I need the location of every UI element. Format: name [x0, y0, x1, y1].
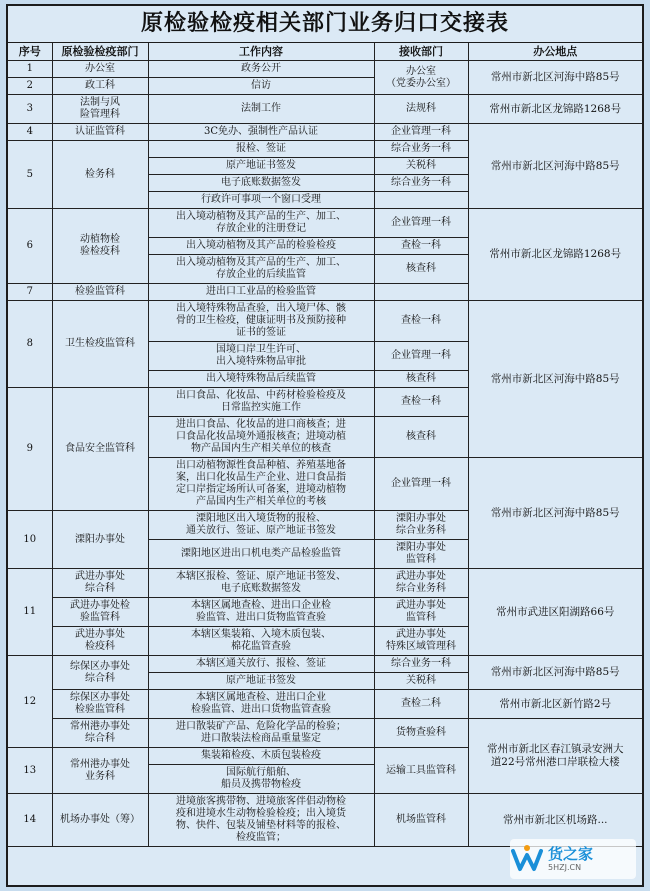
cell-recv: 企业管理一科	[374, 342, 468, 371]
table-row	[8, 569, 642, 598]
page-title: 原检验检疫相关部门业务归口交接表	[8, 6, 642, 43]
cell-work: 本辖区集装箱、入境木质包装、 棉花监管查验	[148, 627, 374, 656]
cell-recv: 查检一科	[374, 388, 468, 417]
cell-work: 出入境动植物及其产品的检验检疫	[148, 238, 374, 255]
cell-work: 行政许可事项一个窗口受理	[148, 192, 374, 209]
cell-no: 3	[8, 95, 52, 124]
header-recv: 接收部门	[374, 43, 468, 61]
table-row	[8, 719, 642, 748]
cell-work: 出入境动植物及其产品的生产、加工、 存放企业的后续监管	[148, 255, 374, 284]
cell-work: 出口食品、化妆品、中药材检验检疫及 日常监控实施工作	[148, 388, 374, 417]
cell-recv: 机场监管科	[374, 794, 468, 847]
cell-loc: 常州市新北区龙锦路1268号	[468, 209, 642, 301]
cell-no: 12	[8, 656, 52, 748]
cell-recv: 关税科	[374, 673, 468, 690]
header-loc: 办公地点	[468, 43, 642, 61]
handover-table	[8, 43, 642, 847]
cell-dept: 武进办事处检 验监管科	[52, 598, 148, 627]
cell-work: 国际航行船舶、 船员及携带物检疫	[148, 765, 374, 794]
cell-recv: 综合业务一科	[374, 175, 468, 192]
cell-no: 1	[8, 61, 52, 78]
watermark-site: 5HZJ.CN	[548, 862, 582, 872]
cell-work: 本辖区属地查检、进出口企业 检验监管、进出口货物监管查验	[148, 690, 374, 719]
cell-dept: 检验监管科	[52, 284, 148, 301]
cell-work: 溧阳地区进出口机电类产品检验监管	[148, 540, 374, 569]
cell-recv: 关税科	[374, 158, 468, 175]
cell-recv: 溧阳办事处 综合业务科	[374, 511, 468, 540]
watermark-logo-icon	[510, 842, 544, 876]
cell-work: 出口动植物源性食品种植、养殖基地备 案，出口化妆品生产企业、进口食品指 定口岸指定场所认可备案，进境动植物 产品国内生产相关单位的考核	[148, 458, 374, 511]
cell-dept: 武进办事处 综合科	[52, 569, 148, 598]
cell-no: 6	[8, 209, 52, 284]
cell-work: 出入境特殊物品查验，出入境尸体、骸 骨的卫生检疫，健康证明书及预防接种 证书的签证	[148, 301, 374, 342]
cell-loc: 常州市新北区机场路...	[468, 794, 642, 847]
table-row	[8, 61, 642, 78]
table-row	[8, 95, 642, 124]
cell-recv: 综合业务一科	[374, 656, 468, 673]
cell-loc: 常州市新北区河海中路85号	[468, 458, 642, 569]
cell-dept: 卫生检疫监管科	[52, 301, 148, 388]
table-row	[8, 209, 642, 238]
cell-recv: 溧阳办事处 监管科	[374, 540, 468, 569]
cell-recv: 核查科	[374, 255, 468, 284]
cell-dept: 认证监管科	[52, 124, 148, 141]
watermark	[510, 839, 636, 879]
cell-no: 14	[8, 794, 52, 847]
cell-no: 5	[8, 141, 52, 209]
header-row	[8, 43, 642, 61]
cell-loc: 常州市新北区河海中路85号	[468, 124, 642, 209]
header-work: 工作内容	[148, 43, 374, 61]
document-frame	[6, 4, 644, 887]
cell-dept: 溧阳办事处	[52, 511, 148, 569]
cell-dept: 动植物检 验检疫科	[52, 209, 148, 284]
cell-recv: 武进办事处 综合业务科	[374, 569, 468, 598]
cell-work: 本辖区属地查检、进出口企业检 验监管、进出口货物监管查验	[148, 598, 374, 627]
cell-recv: 武进办事处 监管科	[374, 598, 468, 627]
cell-loc: 常州市新北区新竹路2号	[468, 690, 642, 719]
cell-loc: 常州市新北区龙锦路1268号	[468, 95, 642, 124]
cell-work: 3C免办、强制性产品认证	[148, 124, 374, 141]
cell-recv: 武进办事处 特殊区域管理科	[374, 627, 468, 656]
cell-loc: 常州市新北区河海中路85号	[468, 656, 642, 690]
cell-no: 10	[8, 511, 52, 569]
cell-recv: 企业管理一科	[374, 458, 468, 511]
cell-dept: 检务科	[52, 141, 148, 209]
cell-work: 本辖区报检、签证、原产地证书签发、 电子底账数据签发	[148, 569, 374, 598]
cell-work: 集装箱检疫、木质包装检疫	[148, 748, 374, 765]
table-row	[8, 301, 642, 342]
cell-recv: 办公室 （党委办公室）	[374, 61, 468, 95]
cell-recv: 企业管理一科	[374, 124, 468, 141]
cell-no: 2	[8, 78, 52, 95]
cell-work: 信访	[148, 78, 374, 95]
cell-recv: 运输工具监管科	[374, 748, 468, 794]
cell-no: 4	[8, 124, 52, 141]
cell-dept: 武进办事处 检疫科	[52, 627, 148, 656]
cell-dept: 常州港办事处 综合科	[52, 719, 148, 748]
cell-recv: 企业管理一科	[374, 209, 468, 238]
cell-work: 出入境特殊物品后续监管	[148, 371, 374, 388]
cell-loc: 常州市武进区阳湖路66号	[468, 569, 642, 656]
cell-dept: 综保区办事处 综合科	[52, 656, 148, 690]
cell-work: 出入境动植物及其产品的生产、加工、 存放企业的注册登记	[148, 209, 374, 238]
cell-recv: 核查科	[374, 371, 468, 388]
table-row	[8, 690, 642, 719]
cell-loc: 常州市新北区河海中路85号	[468, 61, 642, 95]
table-row	[8, 124, 642, 141]
cell-work: 报检、签证	[148, 141, 374, 158]
watermark-name: 货之家	[548, 844, 594, 863]
cell-work: 国境口岸卫生许可、 出入境特殊物品审批	[148, 342, 374, 371]
header-dept: 原检验检疫部门	[52, 43, 148, 61]
cell-work: 进出口工业品的检验监管	[148, 284, 374, 301]
cell-recv: 法规科	[374, 95, 468, 124]
cell-work: 政务公开	[148, 61, 374, 78]
cell-work: 法制工作	[148, 95, 374, 124]
cell-work: 进口散装矿产品、危险化学品的检验； 进口散装法检商品重量鉴定	[148, 719, 374, 748]
cell-dept: 法制与风 险管理科	[52, 95, 148, 124]
cell-loc: 常州市新北区河海中路85号	[468, 301, 642, 458]
cell-no: 9	[8, 388, 52, 511]
cell-no: 7	[8, 284, 52, 301]
cell-recv	[374, 284, 468, 301]
cell-dept: 政工科	[52, 78, 148, 95]
cell-recv: 查检一科	[374, 301, 468, 342]
cell-work: 本辖区通关放行、报检、签证	[148, 656, 374, 673]
cell-no: 13	[8, 748, 52, 794]
cell-loc: 常州市新北区春江镇录安洲大 道22号常州港口岸联检大楼	[468, 719, 642, 794]
cell-work: 进出口食品、化妆品的进口商核查；进 口食品化妆品境外通报核查；进境动植 物产品国内生产相关单位的核查	[148, 417, 374, 458]
cell-dept: 食品安全监管科	[52, 388, 148, 511]
cell-recv	[374, 192, 468, 209]
cell-no: 11	[8, 569, 52, 656]
cell-dept: 综保区办事处 检验监管科	[52, 690, 148, 719]
header-no: 序号	[8, 43, 52, 61]
cell-recv: 核查科	[374, 417, 468, 458]
cell-dept: 常州港办事处 业务科	[52, 748, 148, 794]
cell-dept: 办公室	[52, 61, 148, 78]
cell-no: 8	[8, 301, 52, 388]
cell-work: 原产地证书签发	[148, 158, 374, 175]
cell-recv: 查检一科	[374, 238, 468, 255]
cell-work: 电子底账数据签发	[148, 175, 374, 192]
cell-work: 原产地证书签发	[148, 673, 374, 690]
cell-recv: 综合业务一科	[374, 141, 468, 158]
cell-recv: 货物查验科	[374, 719, 468, 748]
cell-work: 溧阳地区出入境货物的报检、 通关放行、签证、原产地证书签发	[148, 511, 374, 540]
cell-work: 进境旅客携带物、进境旅客伴侣动物检 疫和进境水生动物检验检疫；出入境货 物、快件、包装及铺垫材料等的报检、 检疫监管；	[148, 794, 374, 847]
cell-recv: 查检二科	[374, 690, 468, 719]
table-row	[8, 656, 642, 673]
cell-dept: 机场办事处（筹）	[52, 794, 148, 847]
